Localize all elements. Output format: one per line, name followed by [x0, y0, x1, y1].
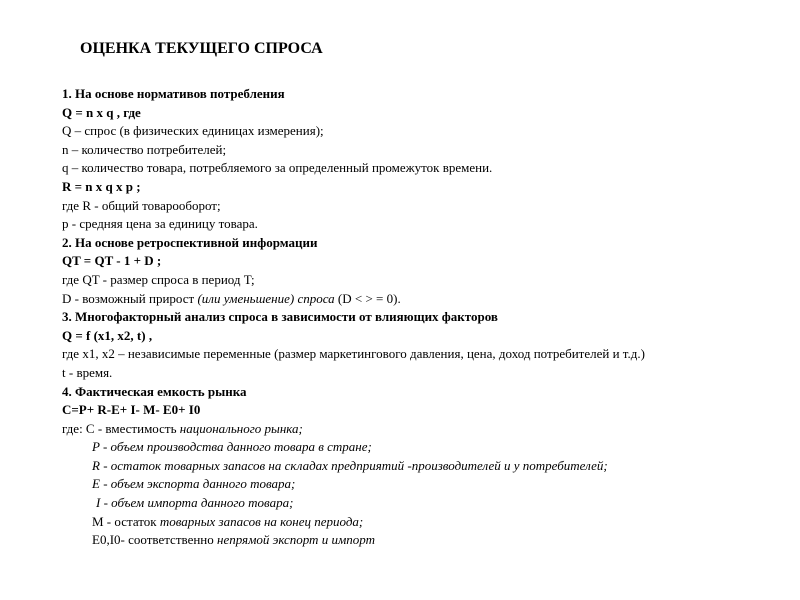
definition-e0-i0 — [62, 531, 792, 550]
definition-t: t - время. — [62, 364, 113, 380]
definition-e0-italic: непрямой экспорт и импорт — [217, 532, 375, 548]
definition-m-italic: товарных запасов на конец периода; — [159, 513, 364, 529]
definition-d-italic: (или уменьшение) спроса — [197, 290, 335, 306]
definition-n: n – количество потребителей; — [62, 141, 227, 157]
section-3-formula: Q = f (x1, x2, t) , — [62, 327, 153, 343]
definition-d — [62, 290, 792, 309]
slide-body — [62, 85, 792, 550]
definition-x: где x1, x2 – независимые переменные (размер маркетингового давления, цена, доход потребителей и т.д.) — [62, 346, 645, 362]
section-2-formula: QT = QT - 1 + D ; — [62, 253, 162, 269]
definition-d-condition: (D < > = 0). — [334, 290, 401, 306]
definition-e0-text: E0,I0- соответственно — [92, 532, 217, 548]
definition-r-stock: R - остаток товарных запасов на складах предприятий -производителей и у потребителей; — [92, 457, 608, 473]
definition-r: где R - общий товарооборот; — [62, 197, 221, 213]
definition-e-export: E - объем экспорта данного товара; — [92, 476, 296, 492]
definition-m — [62, 513, 792, 532]
definition-c — [62, 420, 792, 439]
definition-p-production: P - объем производства данного товара в стране; — [92, 439, 372, 455]
definition-c-italic: национального рынка; — [179, 420, 303, 436]
section-3-heading: 3. Многофакторный анализ спроса в зависимости от влияющих факторов — [62, 309, 498, 325]
section-4-heading: 4. Фактическая емкость рынка — [62, 383, 247, 399]
definition-m-text: M - остаток — [92, 513, 160, 529]
definition-c-text: где: C - вместимость — [62, 420, 180, 436]
definition-i-import: I - объем импорта данного товара; — [96, 495, 294, 511]
definition-q: Q – спрос (в физических единицах измерения); — [62, 123, 324, 139]
section-4-formula: C=P+ R-E+ I- M- E0+ I0 — [62, 402, 201, 418]
section-2-heading: 2. На основе ретроспективной информации — [62, 234, 318, 250]
section-1-formula-r: R = n x q x p ; — [62, 178, 141, 194]
section-1-heading: 1. На основе нормативов потребления — [62, 86, 285, 101]
slide-title: ОЦЕНКА ТЕКУЩЕГО СПРОСА — [80, 40, 323, 57]
definition-q-quantity: q – количество товара, потребляемого за определенный промежуток времени. — [62, 160, 493, 176]
definition-p: p - средняя цена за единицу товара. — [62, 216, 258, 232]
section-1-formula: Q = n x q , где — [62, 104, 141, 120]
definition-qt: где QT - размер спроса в период T; — [62, 271, 255, 287]
definition-d-text: D - возможный прирост — [62, 290, 198, 306]
